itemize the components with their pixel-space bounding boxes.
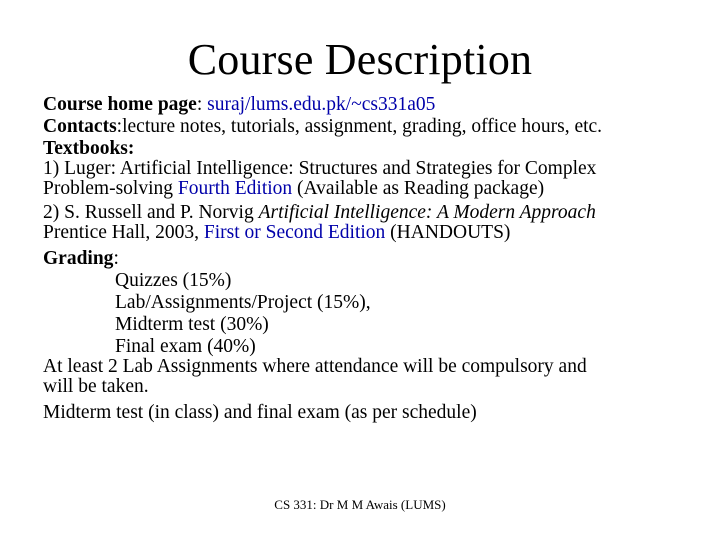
book-1-prefix: Problem-solving	[43, 178, 178, 199]
slide-title: Course Description	[187, 35, 533, 84]
home-page-url[interactable]: suraj/lums.edu.pk/~cs331a05	[207, 94, 436, 115]
lab-note-line-1: At least 2 Lab Assignments where attendance will be compulsory and	[43, 356, 587, 377]
book-2-edition: First or Second Edition	[203, 222, 386, 243]
textbooks-heading: Textbooks:	[43, 138, 135, 159]
book-2-line-1	[43, 204, 703, 222]
lab-note-line-2: will be taken.	[43, 376, 149, 397]
book-1-edition: Fourth Edition	[177, 178, 293, 199]
grading-heading	[43, 248, 703, 270]
grading-item-lab: Lab/Assignments/Project (15%),	[115, 292, 371, 313]
book-1-line-1: 1) Luger: Artificial Intelligence: Structures and Strategies for Complex	[43, 158, 597, 179]
grading-colon: :	[113, 248, 119, 269]
grading-item-final: Final exam (40%)	[115, 336, 256, 357]
contacts-line	[43, 116, 703, 138]
slide-footer: CS 331: Dr M M Awais (LUMS)	[274, 497, 446, 512]
home-page-colon: :	[196, 94, 208, 115]
grading-item-quizzes: Quizzes (15%)	[115, 270, 232, 291]
book-2-line-2	[43, 222, 703, 244]
home-page-label: Course home page	[43, 94, 197, 115]
grading-label: Grading	[43, 248, 114, 269]
book-2-authors: 2) S. Russell and P. Norvig	[43, 202, 259, 223]
contacts-text: :lecture notes, tutorials, assignment, grading, office hours, etc.	[116, 116, 603, 137]
book-2-title: Artificial Intelligence: A Modern Approach	[258, 202, 596, 223]
exam-note: Midterm test (in class) and final exam (as per schedule)	[43, 402, 477, 423]
slide-body	[43, 94, 703, 424]
book-1-line-2	[43, 178, 703, 200]
home-page-line	[43, 94, 703, 116]
book-2-handouts: (HANDOUTS)	[385, 222, 511, 243]
grading-item-midterm: Midterm test (30%)	[115, 314, 269, 335]
book-2-publisher: Prentice Hall, 2003,	[43, 222, 204, 243]
book-1-availability: (Available as Reading package)	[292, 178, 545, 199]
contacts-label: Contacts	[43, 116, 117, 137]
